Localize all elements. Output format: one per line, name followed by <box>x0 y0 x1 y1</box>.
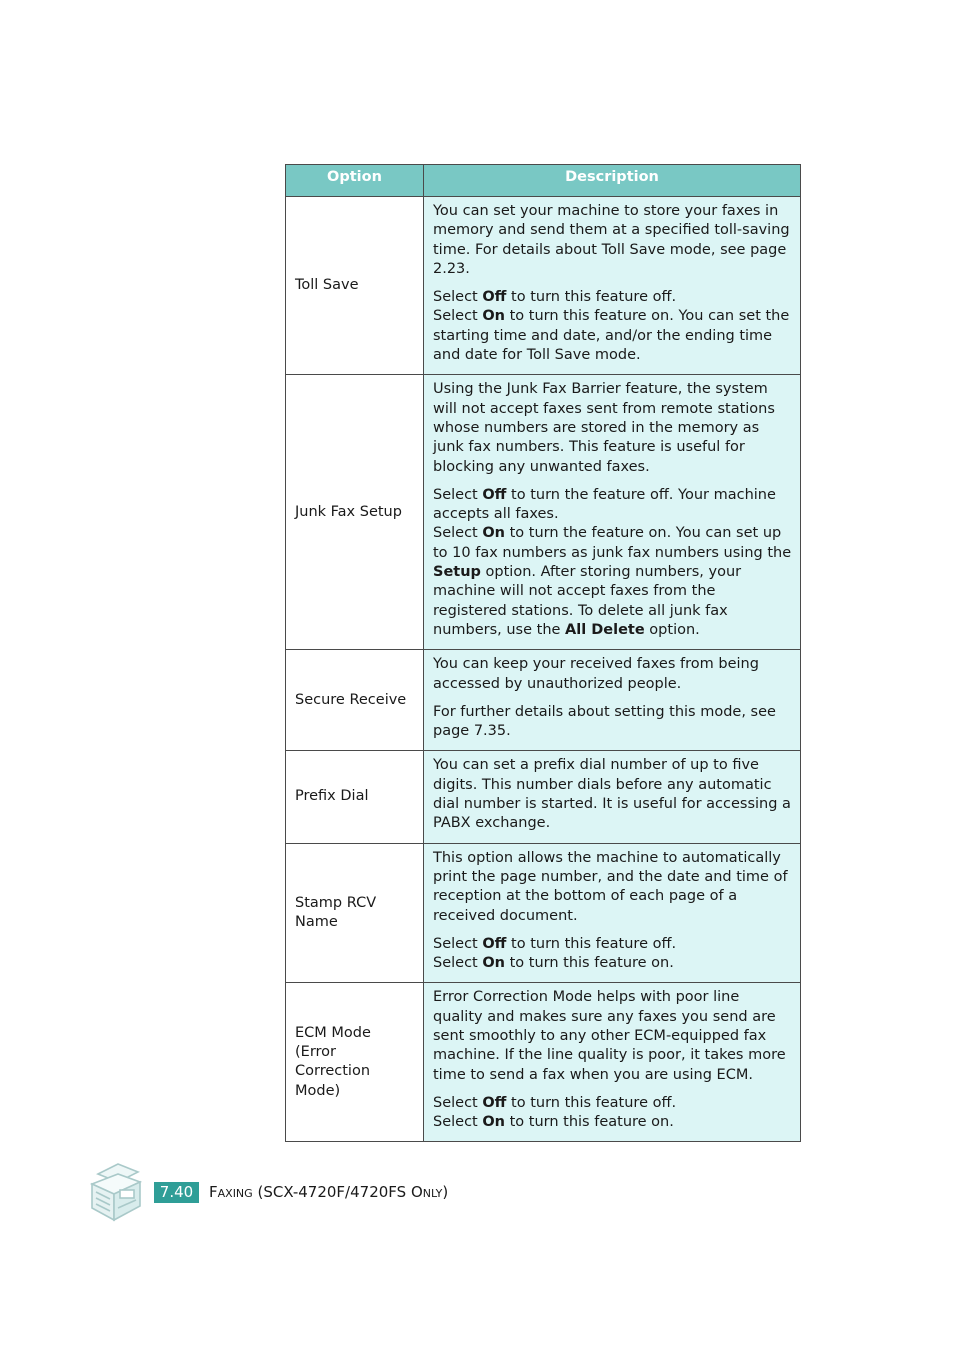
description-cell <box>424 751 801 843</box>
table-row <box>286 751 801 843</box>
options-table <box>285 164 801 1142</box>
description-cell <box>424 650 801 751</box>
chapter-model: (SCX-4720F/4720FS <box>257 1183 407 1201</box>
page-number: 7.40 <box>154 1182 199 1203</box>
chapter-suffix: Only) <box>410 1183 449 1201</box>
option-cell: Secure Receive <box>286 650 424 751</box>
table-body <box>286 197 801 1142</box>
description-paragraph: You can set a prefix dial number of up to five digits. This number dials before any automatic dial number is started. It is useful for accessing a PABX exchange. <box>433 757 791 832</box>
option-cell: Toll Save <box>286 197 424 375</box>
description-paragraph: Select Off to turn this feature off. Select On to turn this feature on. You can set the starting time and date, and/or the ending time and date for Toll Save mode. <box>433 289 790 364</box>
chapter-title <box>209 1182 448 1203</box>
description-paragraph: Select Off to turn this feature off. Select On to turn this feature on. <box>433 1094 677 1131</box>
printer-icon <box>88 1160 144 1222</box>
description-cell <box>424 983 801 1142</box>
chapter-word: Faxing <box>209 1183 253 1201</box>
description-paragraph: For further details about setting this mode, see page 7.35. <box>433 703 776 740</box>
page-footer <box>88 1160 588 1222</box>
option-cell: ECM Mode (Error Correction Mode) <box>286 983 424 1142</box>
table-row <box>286 983 801 1142</box>
option-cell: Stamp RCV Name <box>286 843 424 983</box>
description-cell <box>424 197 801 375</box>
description-cell <box>424 843 801 983</box>
table-row <box>286 375 801 650</box>
table-row <box>286 843 801 983</box>
description-paragraph: Select Off to turn this feature off. Select On to turn this feature on. <box>433 935 677 972</box>
description-cell <box>424 375 801 650</box>
description-paragraph: Error Correction Mode helps with poor line quality and makes sure any faxes you send are sent smoothly to any other ECM-equipped fax machine. If the line quality is poor, it takes more time to send a fax when you are using ECM. <box>433 989 786 1083</box>
description-paragraph: You can set your machine to store your faxes in memory and send them at a specified toll-saving time. For details about Toll Save mode, see page 2.23. <box>433 203 790 277</box>
option-cell: Prefix Dial <box>286 751 424 843</box>
header-description: Description <box>424 165 801 197</box>
header-option: Option <box>286 165 424 197</box>
table-header-row <box>286 165 801 197</box>
option-cell: Junk Fax Setup <box>286 375 424 650</box>
table-row <box>286 197 801 375</box>
description-paragraph: You can keep your received faxes from being accessed by unauthorized people. <box>433 656 759 692</box>
description-paragraph: This option allows the machine to automatically print the page number, and the date and time of reception at the bottom of each page of a received document. <box>433 849 788 924</box>
table-row <box>286 650 801 751</box>
description-paragraph: Using the Junk Fax Barrier feature, the system will not accept faxes sent from remote stations whose numbers are stored in the memory as junk fax numbers. This feature is useful for blocking any unwanted faxes. <box>433 381 775 475</box>
description-paragraph: Select Off to turn the feature off. Your machine accepts all faxes. Select On to turn the feature on. You can set up to 10 fax numbers as junk fax numbers using the Setup option. After storing numbers, your machine will not accept faxes from the registered stations. To delete all junk fax numbers, use the All Delete option. <box>433 486 792 638</box>
